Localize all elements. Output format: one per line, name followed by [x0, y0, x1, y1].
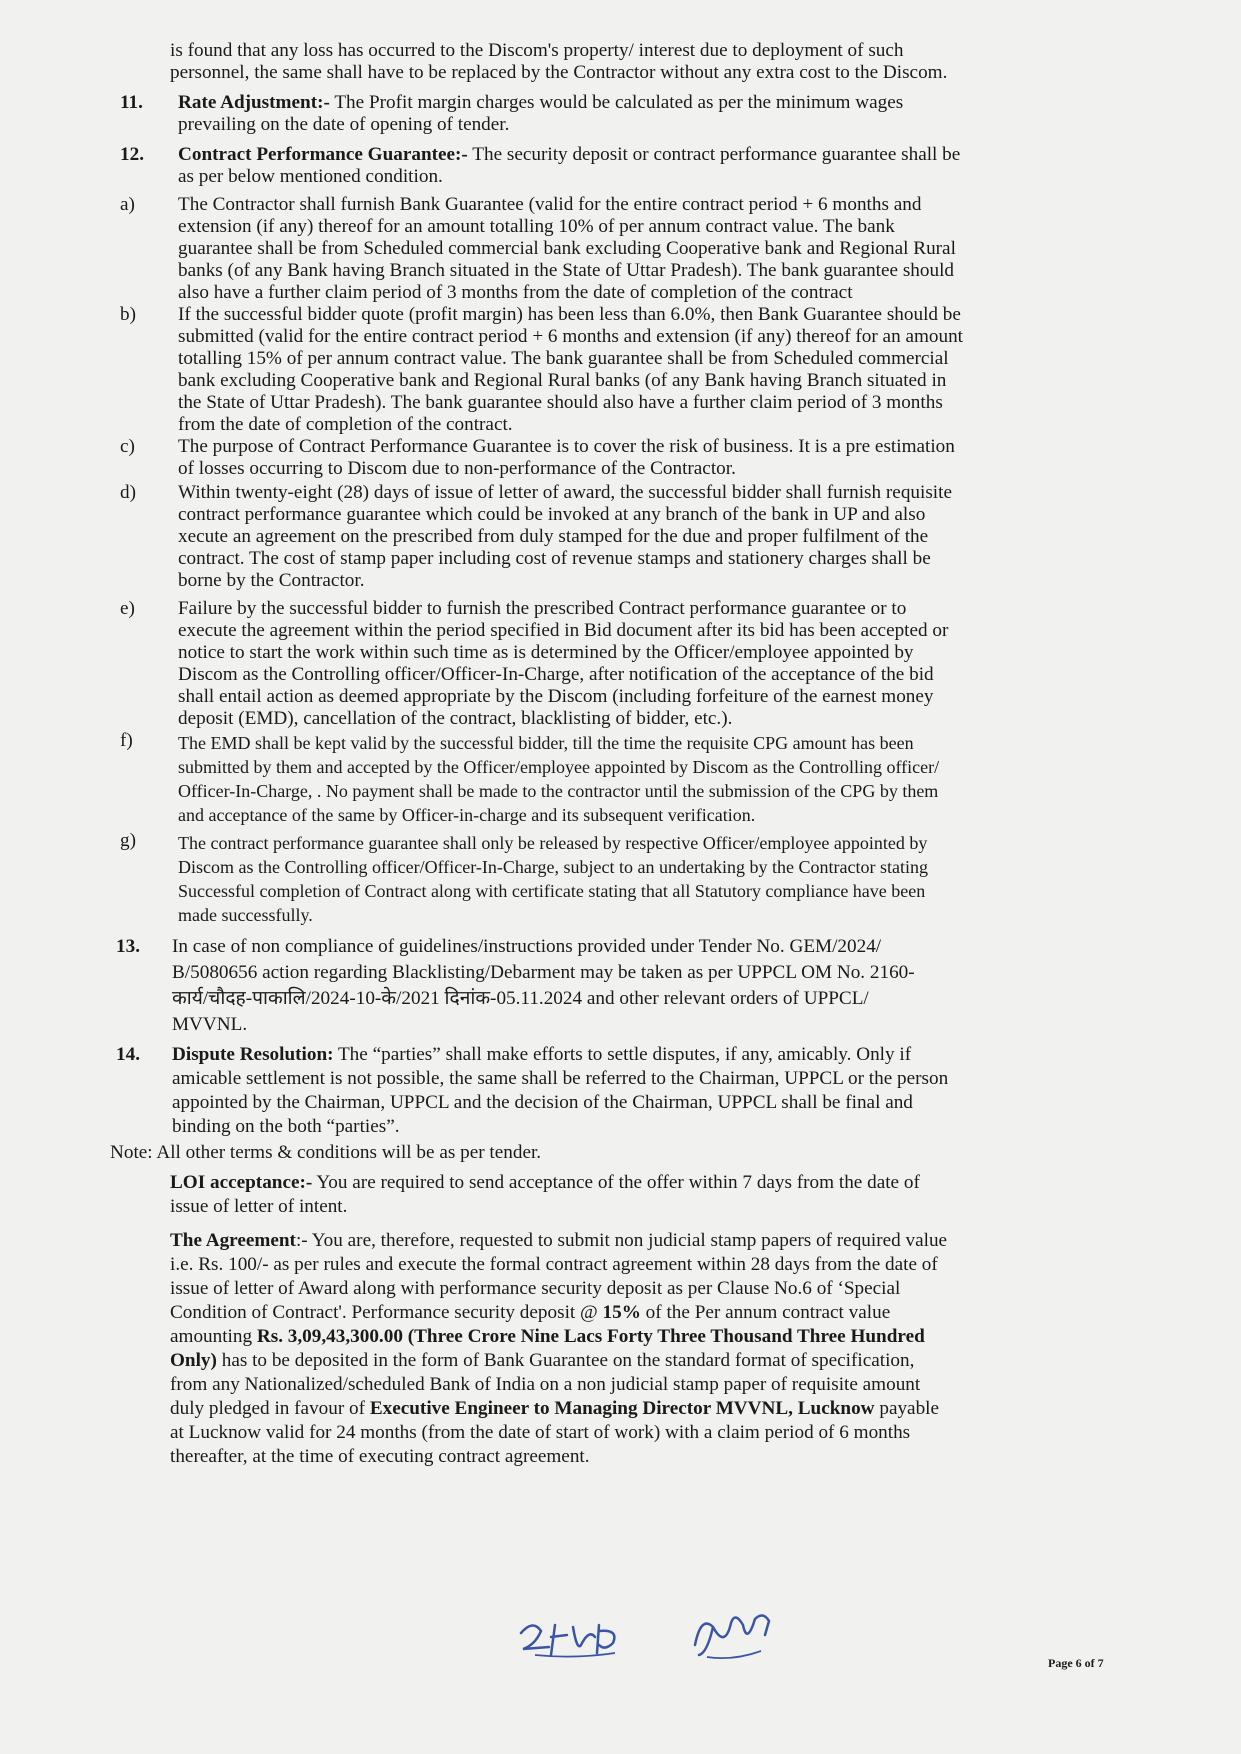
clause-12-line-2: as per below mentioned condition.: [178, 166, 443, 187]
clause-11-line-2: prevailing on the date of opening of tender.: [178, 114, 510, 135]
item-f-label: f): [120, 730, 133, 751]
item-f-line: Officer-In-Charge, . No payment shall be made to the contractor until the submission of the CPG by them: [178, 781, 939, 801]
agreement-line-7: from any Nationalized/scheduled Bank of India on a non judicial stamp paper of requisite amount: [170, 1374, 921, 1395]
item-f-line: submitted by them and accepted by the Officer/employee appointed by Discom as the Controlling officer/: [178, 757, 940, 777]
item-e-line: notice to start the work within such time as is determined by the Officer/employee appointed by: [178, 642, 914, 663]
item-b-line: If the successful bidder quote (profit margin) has been less than 6.0%, then Bank Guarantee should be: [178, 304, 961, 325]
clause-14-number: 14.: [116, 1044, 140, 1065]
item-g-label: g): [120, 830, 136, 851]
item-b-line: the State of Uttar Pradesh). The bank guarantee should also have a further claim period of 3 months: [178, 392, 943, 413]
item-e-line: Discom as the Controlling officer/Officer-In-Charge, after notification of the acceptance of the bid: [178, 664, 934, 685]
clause-14-line: appointed by the Chairman, UPPCL and the decision of the Chairman, UPPCL shall be final and: [172, 1092, 913, 1113]
item-g-line: Discom as the Controlling officer/Officer-In-Charge, subject to an undertaking by the Contractor stating: [178, 857, 928, 877]
item-a-line: banks (of any Bank having Branch situated in the State of Uttar Pradesh). The bank guarantee should: [178, 260, 954, 281]
item-b-line: submitted (valid for the entire contract period + 6 months and extension (if any) thereof for an amount: [178, 326, 964, 347]
item-e-label: e): [120, 598, 135, 619]
item-d-line: Within twenty-eight (28) days of issue of letter of award, the successful bidder shall furnish requisite: [178, 482, 952, 503]
item-a-label: a): [120, 194, 135, 215]
clause-13-line: B/5080656 action regarding Blacklisting/Debarment may be taken as per UPPCL OM No. 2160-: [172, 962, 915, 983]
agreement-line-1: The Agreement:- You are, therefore, requested to submit non judicial stamp papers of required value: [170, 1230, 948, 1251]
agreement-line-6: Only) has to be deposited in the form of Bank Guarantee on the standard format of specification,: [170, 1350, 915, 1371]
agreement-line-10: thereafter, at the time of executing contract agreement.: [170, 1446, 590, 1467]
item-d-line: xecute an agreement on the prescribed from duly stamped for the due and proper fulfilment of the: [178, 526, 929, 547]
agreement-line-8: duly pledged in favour of Executive Engineer to Managing Director MVVNL, Lucknow payable: [170, 1398, 940, 1419]
item-g-line: Successful completion of Contract along with certificate stating that all Statutory compliance have been: [178, 881, 926, 901]
agreement-line-5: amounting Rs. 3,09,43,300.00 (Three Crore Nine Lacs Forty Three Thousand Three Hundred: [170, 1326, 925, 1347]
clause-14-line: binding on the both “parties”.: [172, 1116, 400, 1137]
item-b-line: totalling 15% of per annum contract value. The bank guarantee shall be from Scheduled commercial: [178, 348, 949, 369]
clause-11-line-1: Rate Adjustment:- The Profit margin charges would be calculated as per the minimum wages: [178, 92, 904, 113]
item-a-line: also have a further claim period of 3 months from the date of completion of the contract: [178, 282, 853, 303]
clause-13-line: In case of non compliance of guidelines/instructions provided under Tender No. GEM/2024/: [172, 936, 882, 957]
item-e-line: execute the agreement within the period specified in Bid document after its bid has been accepted or: [178, 620, 949, 641]
item-g-line: The contract performance guarantee shall only be released by respective Officer/employee appointed by: [178, 833, 928, 853]
item-e-line: deposit (EMD), cancellation of the contract, blacklisting of bidder, etc.).: [178, 708, 733, 729]
item-b-line: bank excluding Cooperative bank and Regional Rural banks (of any Bank having Branch situated in: [178, 370, 947, 391]
item-f-line: and acceptance of the same by Officer-in-charge and its subsequent verification.: [178, 805, 756, 825]
item-a-line: The Contractor shall furnish Bank Guarantee (valid for the entire contract period + 6 months and: [178, 194, 922, 215]
item-a-line: guarantee shall be from Scheduled commercial bank excluding Cooperative bank and Regional Rural: [178, 238, 956, 259]
loi-line-2: issue of letter of intent.: [170, 1196, 348, 1217]
item-d-label: d): [120, 482, 136, 503]
item-c-line: The purpose of Contract Performance Guarantee is to cover the risk of business. It is a pre estimation: [178, 436, 955, 457]
clause-13-number: 13.: [116, 936, 140, 957]
page-number: Page 6 of 7: [1048, 1656, 1104, 1670]
clause-12-line-1: Contract Performance Guarantee:- The security deposit or contract performance guarantee shall be: [178, 144, 961, 165]
clause-11-heading: Rate Adjustment:-: [178, 92, 330, 113]
note-text: Note: All other terms & conditions will be as per tender.: [110, 1142, 542, 1163]
intro-line-2: personnel, the same shall have to be replaced by the Contractor without any extra cost to the Discom.: [170, 62, 948, 83]
agreement-heading: The Agreement: [170, 1230, 296, 1251]
clause-14-heading: Dispute Resolution:: [172, 1044, 334, 1065]
item-c-line: of losses occurring to Discom due to non-performance of the Contractor.: [178, 458, 736, 479]
clause-12-heading: Contract Performance Guarantee:-: [178, 144, 468, 165]
clause-13-line: MVVNL.: [172, 1014, 248, 1035]
agreement-line-2: i.e. Rs. 100/- as per rules and execute the formal contract agreement within 28 days from the date of: [170, 1254, 938, 1275]
loi-line-1: LOI acceptance:- You are required to send acceptance of the offer within 7 days from the date of: [170, 1172, 920, 1193]
item-b-line: from the date of completion of the contract.: [178, 414, 513, 435]
clause-14-line-1: Dispute Resolution: The “parties” shall make efforts to settle disputes, if any, amicably. Only if: [172, 1044, 912, 1065]
item-e-line: shall entail action as deemed appropriate by the Discom (including forfeiture of the earnest money: [178, 686, 934, 707]
item-g-line: made successfully.: [178, 905, 313, 925]
intro-line-1: is found that any loss has occurred to the Discom's property/ interest due to deployment of such: [170, 40, 904, 61]
item-d-line: contract. The cost of stamp paper including cost of revenue stamps and stationery charges shall be: [178, 548, 931, 569]
clause-12-number: 12.: [120, 144, 144, 165]
agreement-line-4: Condition of Contract'. Performance security deposit @ 15% of the Per annum contract value: [170, 1302, 891, 1323]
item-d-line: contract performance guarantee which could be invoked at any branch of the bank in UP and also: [178, 504, 926, 525]
handwritten-signature: [685, 1605, 785, 1665]
clause-13-line: कार्य/चौदह-पाकालि/2024-10-के/2021 दिनांक-05.11.2024 and other relevant orders of UPPCL/: [172, 988, 869, 1009]
item-f-line: The EMD shall be kept valid by the successful bidder, till the time the requisite CPG amount has been: [178, 733, 914, 753]
item-b-label: b): [120, 304, 136, 325]
item-e-line: Failure by the successful bidder to furnish the prescribed Contract performance guarantee or to: [178, 598, 907, 619]
item-c-label: c): [120, 436, 135, 457]
clause-14-line: amicable settlement is not possible, the same shall be referred to the Chairman, UPPCL or the person: [172, 1068, 949, 1089]
loi-heading: LOI acceptance:-: [170, 1172, 313, 1193]
agreement-line-3: issue of letter of Award along with performance security deposit as per Clause No.6 of ‘Special: [170, 1278, 901, 1299]
agreement-line-9: at Lucknow valid for 24 months (from the date of start of work) with a claim period of 6 months: [170, 1422, 911, 1443]
item-a-line: extension (if any) thereof for an amount totalling 10% of per annum contract value. The bank: [178, 216, 895, 237]
item-d-line: borne by the Contractor.: [178, 570, 365, 591]
initials-signature: [515, 1615, 635, 1665]
clause-11-number: 11.: [120, 92, 143, 113]
